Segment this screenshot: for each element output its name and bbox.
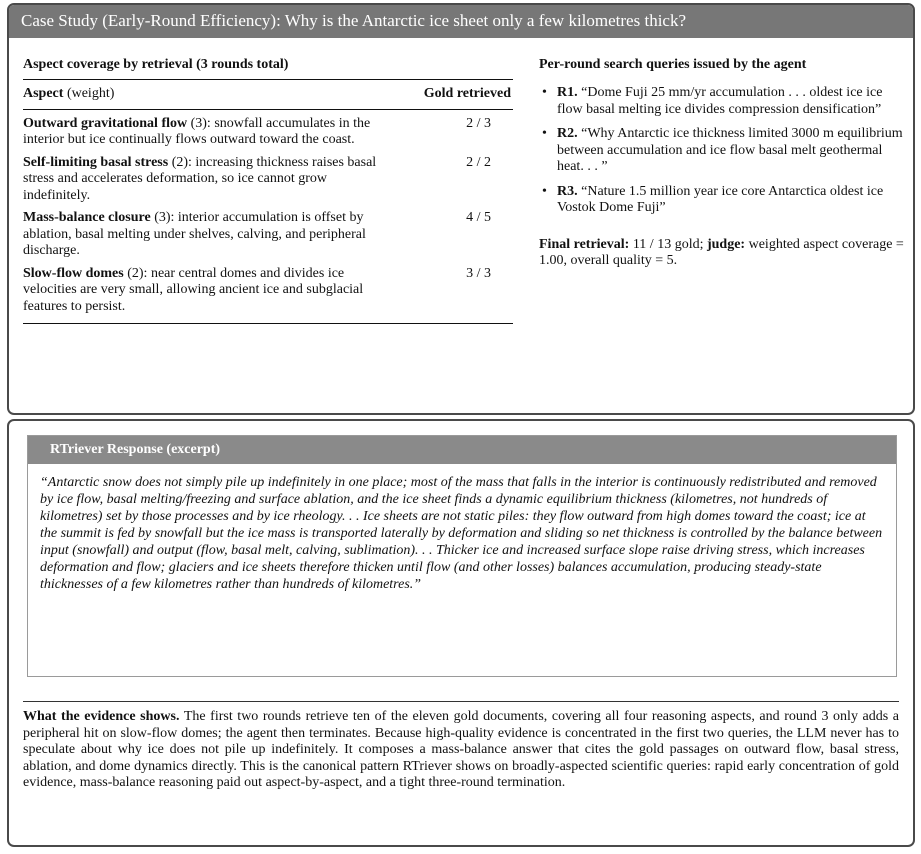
response-excerpt-box: [27, 435, 897, 677]
bullet-icon: •: [542, 183, 547, 199]
aspect-table-title: Aspect coverage by retrieval (3 rounds total): [23, 57, 289, 72]
response-panel: [7, 419, 915, 847]
gold-retrieved-value: 2 / 2: [466, 154, 491, 170]
gold-retrieved-value: 2 / 3: [466, 115, 491, 131]
aspect-name: Outward gravitational flow: [23, 115, 188, 131]
list-item: • R3. “Nature 1.5 million year ice core Antarctica oldest ice Vostok Dome Fuji”: [542, 183, 884, 215]
final-retrieval-summary: Final retrieval: 11 / 13 gold; judge: weighted aspect coverage = 1.00, overall quality = 5.: [539, 236, 904, 268]
bullet-icon: •: [542, 126, 547, 141]
evidence-label: What the evidence shows.: [23, 709, 180, 724]
response-quote: “Antarctic snow does not simply pile up indefinitely in one place; most of the mass that falls in the interior is continuously redistributed and removed by ice flow, basal melting/freezing and surface ablation, and the ice sheet finds a dynamic equilibrium thickness (kilometres, not hundreds of kilometres) set by those processes and by ice rheology. . . Ice sheets are not static piles: they flow outward from high domes toward the coast; ice at the summit is fed by snowfall but the ice mass is transported laterally by deformation and sliding so net thickness is controlled by the balance between input (snowfall) and output (flow, basal melt, calving, sublimation). . . Thicker ice and increased surface slope raise driving stress, which increases deformation and flow; glaciers and ice sheets therefore thicken until flow (and other losses) balances accumulation, producing steady-state thicknesses of a few kilometres rather than hundreds of kilometres.”: [40, 475, 883, 592]
aspect-description: (3): interior accumulation is offset by ablation, basal melting under shelves, calving, and peripheral discharge.: [23, 210, 366, 258]
divider: [23, 701, 899, 702]
table-row: [23, 109, 513, 155]
gold-retrieved-column-header: Gold retrieved: [423, 86, 511, 101]
table-row: [23, 155, 513, 211]
table-row: [23, 210, 513, 266]
case-study-title: Case Study (Early-Round Efficiency): Why is the Antarctic ice sheet only a few kilometres thick?: [9, 5, 913, 38]
gold-retrieved-value: 4 / 5: [466, 210, 491, 225]
queries-section: [539, 57, 907, 270]
bullet-icon: •: [542, 85, 547, 100]
response-title: RTriever Response (excerpt): [28, 436, 896, 464]
aspect-column-header: Aspect (weight): [23, 86, 115, 101]
aspect-coverage-section: [23, 57, 513, 324]
aspect-description: (3): snowfall accumulates in the interior but ice continually flows outward toward the coast.: [23, 115, 371, 147]
list-item: • R1. “Dome Fuji 25 mm/yr accumulation . . . oldest ice ice flow basal melting ice divides compression densification”: [542, 85, 883, 117]
aspect-name: Mass-balance closure: [23, 210, 151, 225]
case-study-panel: [7, 3, 915, 415]
aspect-table: [23, 80, 513, 324]
aspect-description: (2): near central domes and divides ice velocities are very small, allowing ancient ice and subglacial features to persist.: [23, 265, 364, 314]
table-row: [23, 266, 513, 324]
queries-title: Per-round search queries issued by the agent: [539, 57, 807, 72]
aspect-name: Self-limiting basal stress: [23, 154, 169, 170]
evidence-paragraph: [23, 709, 899, 792]
evidence-text: The first two rounds retrieve ten of the eleven gold documents, covering all four reasoning aspects, and round 3 only adds a peripheral hit on slow-flow domes; the agent then terminates. Because high-quality evidence is concentrated in the first two queries, the LLM never has to speculate about why ice does not pile up indefinitely. It composes a mass-balance answer that cites the gold passages on outward flow, basal stress, ablation, and dome dynamics directly. This is the canonical pattern RTriever shows on broadly-aspected scientific queries: rapid early concentration of gold evidence, mass-balance reasoning paid out aspect-by-aspect, and a tight three-round termination.: [23, 709, 899, 791]
gold-retrieved-value: 3 / 3: [466, 265, 491, 281]
list-item: • R2. “Why Antarctic ice thickness limited 3000 m equilibrium between accumulation and ice flow basal melt geothermal heat. . . ”: [542, 126, 903, 174]
query-list: [539, 85, 907, 217]
aspect-name: Slow-flow domes: [23, 265, 124, 281]
aspect-description: (2): increasing thickness raises basal stress and accelerates deformation, so ice cannot grow indefinitely.: [23, 154, 377, 203]
